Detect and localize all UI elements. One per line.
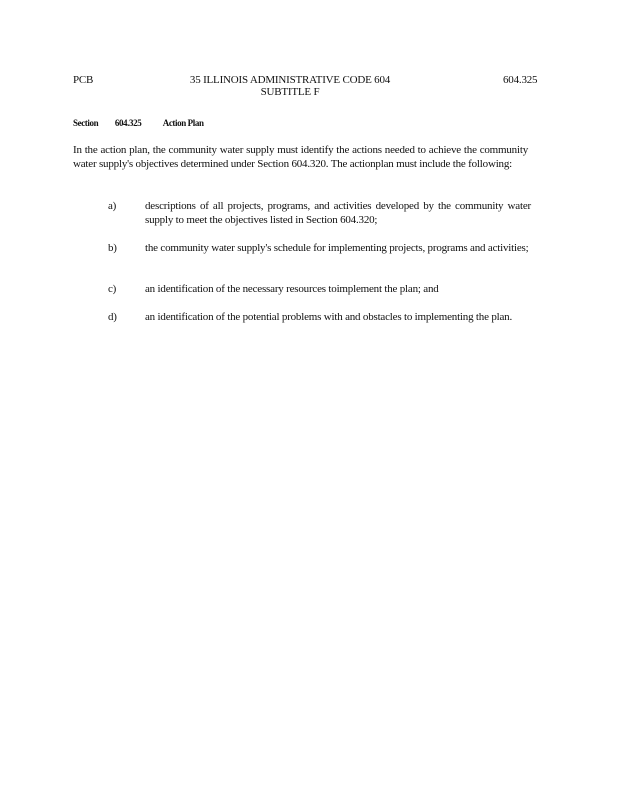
- header-title-line1: 35 ILLINOIS ADMINISTRATIVE CODE 604: [189, 74, 391, 86]
- header-title-line2: SUBTITLE F: [260, 86, 320, 98]
- list-item-text: an identification of the potential problems with and obstacles to implementing the plan.: [145, 311, 513, 323]
- list-item-text: the community water supply's schedule for implementing projects, programs and activities;: [145, 242, 529, 254]
- section-number: 604.325: [114, 118, 142, 128]
- header-title: [170, 74, 410, 98]
- intro-paragraph: In the action plan, the community water supply must identify the actions needed to achieve the community water supply's objectives determined under Section 604.320. The actionplan must include the following:: [73, 144, 528, 170]
- list-item-marker: d): [108, 311, 117, 323]
- list-item-marker: b): [108, 242, 117, 254]
- section-title: Action Plan: [162, 118, 204, 128]
- list-item-text: an identification of the necessary resources toimplement the plan; and: [145, 283, 439, 295]
- section-label: Section: [73, 118, 99, 128]
- section-heading: [73, 118, 204, 128]
- header-section-number: 604.325: [503, 74, 538, 86]
- list-item-marker: c): [108, 283, 117, 295]
- header-agency: PCB: [73, 74, 94, 86]
- list-item-text: descriptions of all projects, programs, and activities developed by the community water supply to meet the objectives listed in Section 604.320;: [145, 200, 531, 226]
- list-item-marker: a): [108, 200, 117, 212]
